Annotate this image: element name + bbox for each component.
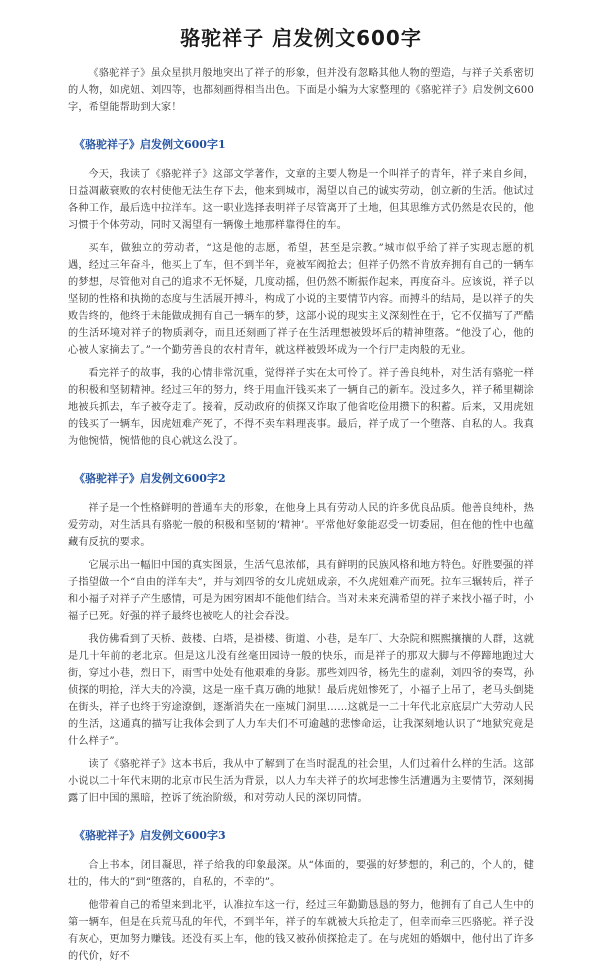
section-1-paragraph-1: 今天，我读了《骆驼祥子》这部文学著作，文章的主要人物是一个叫祥子的青年，祥子来自乡间，日益凋蔽衰败的农村使他无法生存下去，他来到城市，渴望以自己的诚实劳动，创立新的生活。他试过各种工作，最后选中拉洋车。这一职业选择表明祥子尽管离开了土地，但其思维方式仍然是农民的，他习惯于个体劳动，同时又渴望有一辆像土地那样靠得住的车。 [68, 169, 534, 231]
section-1-paragraph-2: 买车，做独立的劳动者，“这是他的志愿，希望，甚至是宗教。”城市似乎给了祥子实现志愿的机遇，经过三年奋斗，他买上了车，但不到半年，竟被军阀抢去；但祥子仍然不肯放弃拥有自己的一辆车的梦想，尽管他对自己的追求不无怀疑，几度动摇，但仍然不断振作起来，再度奋斗。应该说，祥子以坚韧的性格和执拗的态度与生活展开搏斗，构成了小说的主要情节内容。而搏斗的结局，是以祥子的失败告终的，他终于未能做成拥有自己一辆车的梦，这部小说的现实主义深刻性在于，它不仅描写了严酷的生活环境对祥子的物质剥夺，而且还刻画了祥子在生活理想被毁坏后的精神堕落。“他没了心，他的心被人家摘去了。”一个勤劳善良的农村青年，就这样被毁坏成为一个行尸走肉般的无业。 [68, 243, 534, 356]
intro-paragraph: 《骆驼祥子》虽众星拱月般地突出了祥子的形象，但并没有忽略其他人物的塑造，与祥子关系密切的人物，如虎妞、刘四等，也都刻画得相当出色。下面是小编为大家整理的《骆驼祥子》启发例文600字，希望能帮助到大家！ [68, 68, 534, 113]
section-2-paragraph-3: 我仿佛看到了天桥、鼓楼、白塔，是褂楼、街道、小巷，是车厂、大杂院和熙熙攘攘的人群，这就是几十年前的老北京。但是这儿没有丝毫田园诗一般的快乐，而是祥子的那双大脚与不停蹄地跑过大街，穿过小巷，烈日下，雨雪中处处有他艰难的身影。那些刘四爷，杨先生的虚刹，刘四爷的奏骂，孙侦探的明抢，洋大夫的冷漠，这是一座千真万确的地狱！最后虎妞惨死了，小福子上吊了，老马头倒毙在街头，祥子也终于穷途潦倒，逐渐消失在一座城门洞里……这就是一二十年代北京底层广大劳动人民的生活，这通真的描写让我体会到了人力车夫们不可逾越的悲惨命运，让我深刻地认识了“地狱究竟是什么样子”。 [68, 634, 534, 747]
section-2-paragraph-4: 读了《骆驼祥子》这本书后，我从中了解到了在当时混乱的社会里，人们过着什么样的生活。这部小说以二十年代末期的北京市民生活为背景，以人力车夫祥子的坎坷悲惨生活遭遇为主要情节，深刻揭露了旧中国的黑暗，控诉了统治阶级，和对劳动人民的深切同情。 [68, 759, 534, 804]
section-heading-3: 《骆驼祥子》启发例文600字3 [74, 829, 226, 842]
section-3-paragraph-1: 合上书本，闭目凝思，祥子给我的印象最深。从“体面的，要强的好梦想的，利己的，个人的，健壮的，伟大的”到“堕落的，自私的，不幸的”。 [68, 860, 534, 888]
section-heading-2: 《骆驼祥子》启发例文600字2 [74, 472, 226, 485]
document-title: 骆驼祥子 启发例文600字 [180, 26, 422, 50]
section-heading-1: 《骆驼祥子》启发例文600字1 [74, 138, 226, 151]
section-2-paragraph-1: 祥子是一个性格鲜明的普通车夫的形象，在他身上具有劳动人民的许多优良品质。他善良纯朴，热爱劳动，对生活具有骆驼一般的积极和坚韧的‘精神’。平常他好象能忍受一切委屈，但在他的性中也蕴藏有反抗的要求。 [68, 503, 534, 548]
section-spacer [68, 456, 534, 470]
section-3-paragraph-2: 他带着自己的希望来到北平，认准拉车这一行，经过三年勤勤恳恳的努力，他拥有了自己人生中的第一辆车，但是在兵荒马乱的年代，不到半年，祥子的车就被大兵抢走了，但幸而牵三匹骆驼。祥子没有灰心，更加努力赚钱。还没有买上车，他的钱又被孙侦探抢走了。在与虎妞的婚姻中，他付出了许多的代价，好不 [68, 900, 534, 962]
section-1-paragraph-3: 看完祥子的故事，我的心情非常沉重，觉得祥子实在太可怜了。祥子善良纯朴，对生活有骆驼一样的积极和坚韧精神。经过三年的努力，终于用血汗钱买来了一辆自己的新车。没过多久，祥子稀里糊涂地被兵抓去，车子被夺走了。接着，反动政府的侦探又诈取了他省吃俭用攒下的积蓄。后来，又用虎妞的钱买了一辆车，因虎妞难产死了，不得不卖车料理丧事。最后，祥子成了一个堕落、自私的人。我真为他惋惜，惋惜他的良心就这么没了。 [68, 368, 534, 447]
section-2-paragraph-2: 它展示出一幅旧中国的真实图景，生活气息浓郁，具有鲜明的民族风格和地方特色。好胜要强的祥子指望做一个“自由的洋车夫”，并与刘四爷的女儿虎妞成亲，不久虎妞难产而死。拉车三辗转后，祥子和小福子对祥子产生感情，可是为困穷困却不能他们结合。当对未来充满希望的祥子来找小福子时，小福子已死。好强的祥子最终也被吃人的社会吞没。 [68, 560, 534, 622]
section-spacer [68, 813, 534, 827]
